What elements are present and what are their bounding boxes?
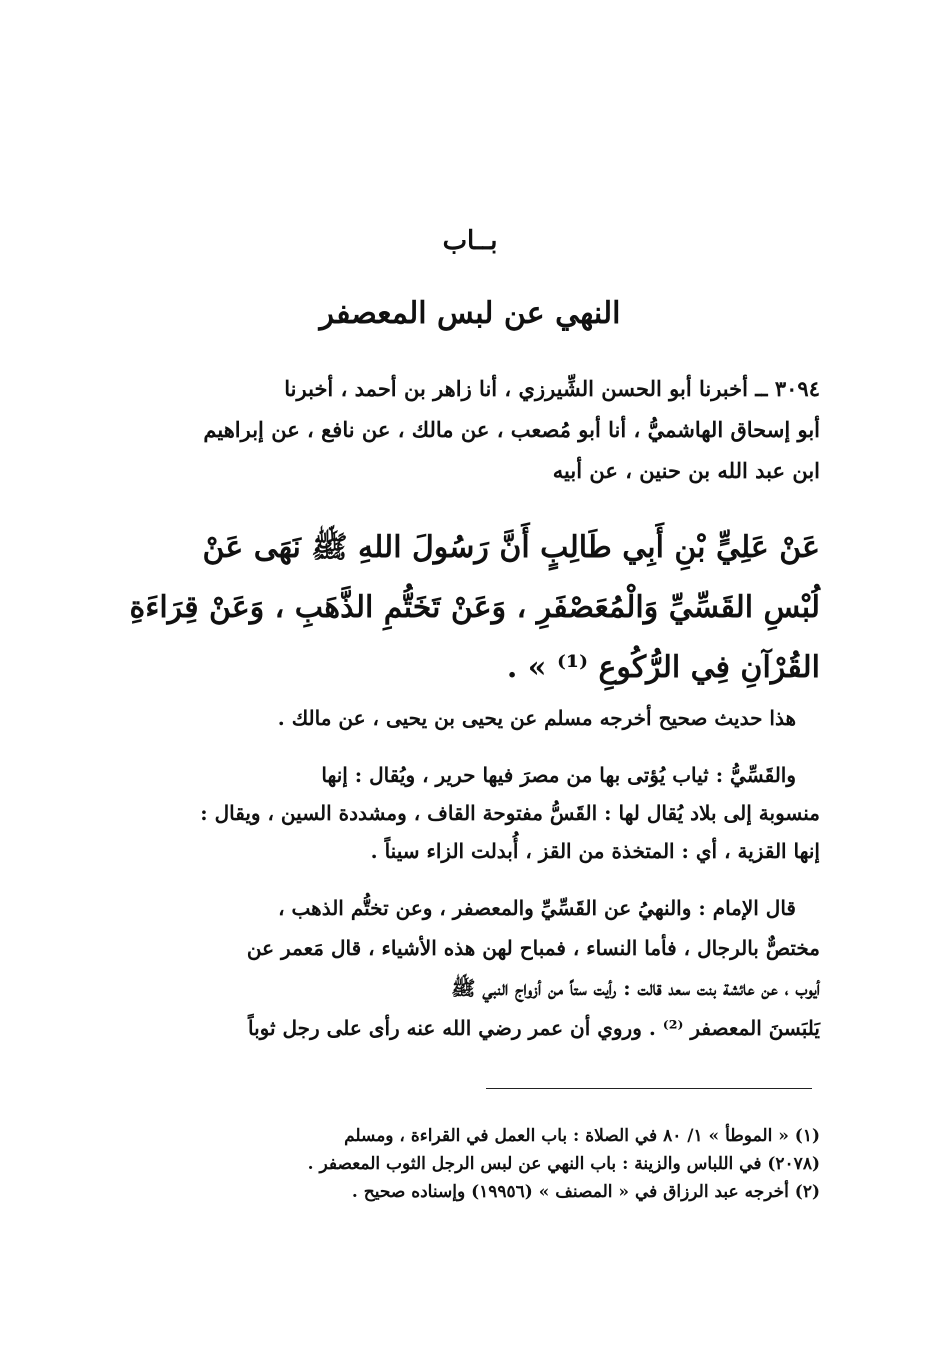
hadith-line: القُرْآنِ فِي الرُّكُوعِ ⁽¹⁾ » . — [506, 650, 820, 685]
hadith-text — [129, 518, 820, 698]
footnote-line: (٢٠٧٨) في اللباس والزينة : باب النهي عن لبس الرجل الثوب المعصفر . — [307, 1154, 820, 1174]
explanation-line: إنها القزية ، أي : المتخذة من القز ، أُبدلت الزاء سيناً . — [370, 839, 820, 863]
explanation-line: والقَسِّيُّ : ثياب يُؤتى بها من مصرَ فيها حرير ، ويُقال : إنها — [321, 763, 796, 787]
imam-line: قال الإمام : والنهيُ عن القَسِّيِّ والمعصفر ، وعن تختُّم الذهب ، — [278, 896, 796, 920]
imam-line: يَلبَسنَ المعصفر ⁽²⁾ . وروي أن عمر رضي الله عنه رأى على رجل ثوباً — [247, 1016, 820, 1040]
grading-line: هذا حديث صحيح أخرجه مسلم عن يحيى بن يحيى ، عن مالك . — [277, 706, 796, 730]
imam-commentary — [160, 888, 820, 1048]
footnote-line: (١) « الموطأ » ١/ ٨٠ في الصلاة : باب العمل في القراءة ، ومسلم — [344, 1126, 820, 1146]
isnad-paragraph — [160, 368, 820, 491]
hadith-line: عَنْ عَلِيٍّ بْنِ أَبِي طَالِبٍ أَنَّ رَسُولَ اللهِ ﷺ نَهَى عَنْ — [202, 530, 820, 565]
imam-line: مختصٌّ بالرجال ، فأما النساء ، فمباح لهن هذه الأشياء ، قال مَعمر عن — [246, 936, 820, 960]
explanation-paragraph — [160, 756, 820, 870]
grading-paragraph — [160, 700, 820, 736]
hadith-line: لُبْسِ القَسِّيِّ وَالْمُعَصْفَرِ ، وَعَنْ تَخَتُّمِ الذَّهَبِ ، وَعَنْ قِرَاءَةِ — [129, 590, 820, 625]
footnote-divider — [486, 1088, 812, 1089]
explanation-line: منسوبة إلى بلاد يُقال لها : القَسُّ مفتوحة القاف ، ومشددة السين ، ويقال : — [200, 801, 820, 825]
chapter-title: النهي عن لبس المعصفر — [319, 296, 621, 331]
isnad-line: ابن عبد الله بن حنين ، عن أبيه — [552, 458, 820, 483]
footnote-line: (٢) أخرجه عبد الرزاق في « المصنف » (١٩٩٥٦) وإسناده صحيح . — [351, 1182, 820, 1202]
isnad-line: أبو إسحاق الهاشميُّ ، أنا أبو مُصعب ، عن مالك ، عن نافع ، عن إبراهيم — [203, 417, 820, 442]
chapter-heading: بــاب — [442, 226, 498, 256]
imam-line: أيوب ، عن عائشة بنت سعد قالت : رأيت ستاً من أزواج النبي ﷺ — [451, 976, 820, 1000]
isnad-line: ٣٠٩٤ ــ أخبرنا أبو الحسن الشِّيرزي ، أنا زاهر بن أحمد ، أخبرنا — [284, 376, 820, 401]
footnotes — [160, 1122, 820, 1206]
